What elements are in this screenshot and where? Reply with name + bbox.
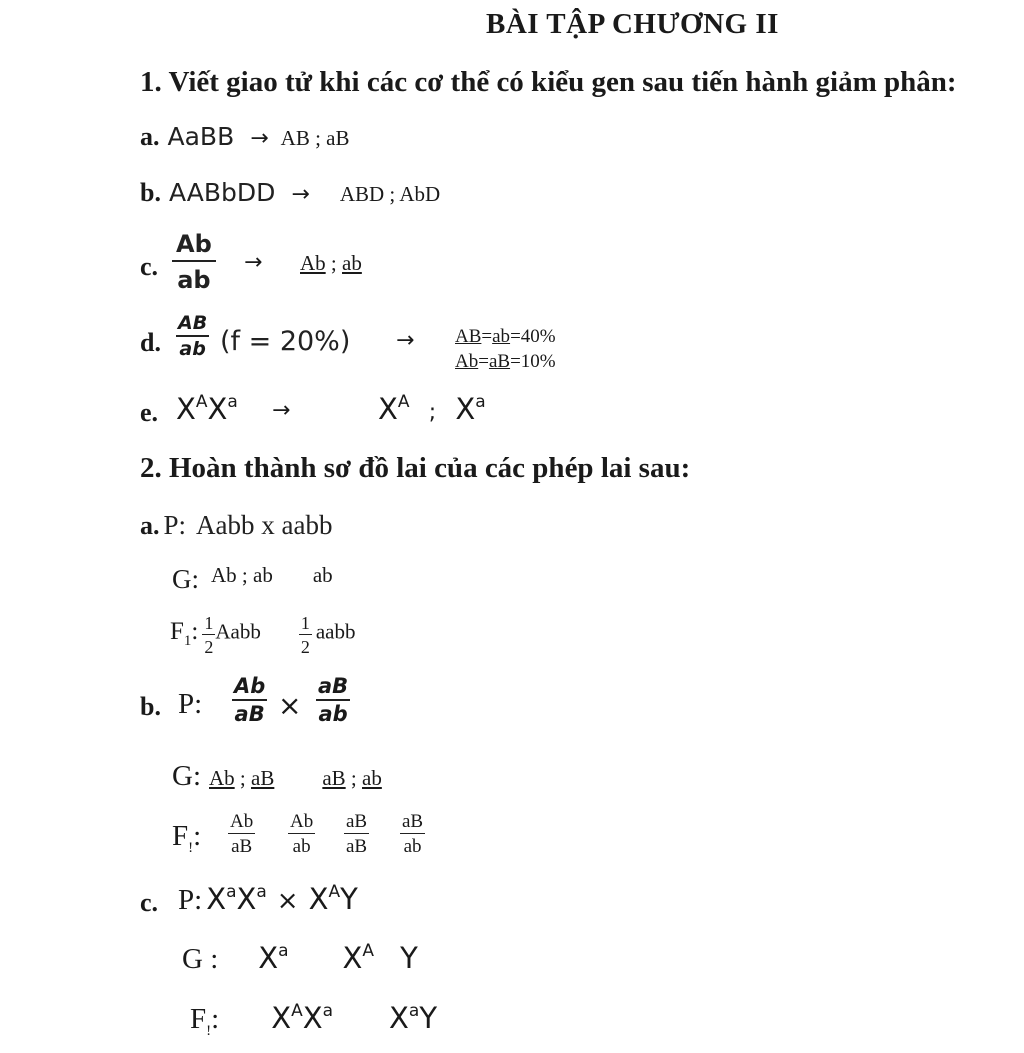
arrow-icon: → — [291, 182, 310, 207]
offspring-genotype: $\frac{aB}{aB}$ — [346, 811, 368, 857]
separator: ; — [325, 251, 343, 275]
q2-item-b-g — [172, 762, 382, 791]
gamete-ratio-line-2 — [455, 352, 556, 371]
gametes: AB ; aB — [280, 126, 350, 150]
offspring-genotype: $\frac{aB}{ab}$ — [402, 811, 424, 857]
q2-item-a-g — [172, 560, 333, 594]
times-icon: × — [276, 886, 299, 916]
item-label: b. — [140, 692, 161, 721]
q2-item-a-f — [170, 614, 356, 656]
arrow-icon: → — [272, 398, 291, 423]
q2-item-c-p: P: $X^aX^a \times X^AY$ — [178, 882, 358, 916]
offspring-genotype: $\frac{Ab}{ab}$ — [290, 811, 314, 857]
item-label: a. — [140, 511, 160, 540]
frequency: (f = 20%) — [220, 326, 351, 357]
parent-genotype: $\frac{Ab}{aB}$ — [234, 674, 266, 726]
gamete: Ab — [300, 251, 326, 275]
genotype: AaBB — [167, 122, 235, 151]
question-2-heading: 2. Hoàn thành sơ đồ lai của các phép lai sau: — [140, 452, 691, 484]
p-label: P: — [178, 688, 203, 720]
separator: ; — [428, 400, 437, 425]
item-label: d. — [140, 328, 161, 357]
gametes-parent-2: ab — [312, 563, 333, 587]
gamete: ab — [492, 326, 511, 347]
genotype: $X^AX^a$ — [176, 392, 238, 426]
q2-item-c-g: G : $X^a$ $X^A$ Y — [182, 941, 418, 975]
gamete-ratio-line-1 — [455, 327, 556, 346]
gamete: aB — [488, 351, 511, 372]
equals: = — [478, 351, 489, 372]
equals: = — [481, 326, 493, 347]
g-label: G: — [172, 760, 201, 792]
f-label: $F_1$: — [170, 617, 199, 649]
q1-item-b — [140, 180, 440, 206]
p-label: P: — [178, 884, 203, 916]
ratio-fraction: $\frac{1}{2}$ — [300, 613, 310, 657]
denominator: ab — [179, 338, 206, 360]
ratio: =40% — [510, 326, 556, 347]
offspring-genotype: $\frac{Ab}{aB}$ — [230, 811, 254, 857]
gamete: ab — [342, 251, 362, 275]
arrow-icon: → — [250, 126, 269, 151]
genotype-fraction — [172, 232, 216, 292]
times-icon: × — [278, 689, 302, 722]
gametes-parent-1: Ab ; ab — [211, 563, 273, 587]
offspring: Aabb — [215, 619, 261, 644]
gamete: Ab — [455, 351, 479, 372]
item-label: c. — [140, 888, 159, 917]
genotype-fraction — [176, 314, 209, 359]
arrow-icon: → — [396, 328, 415, 353]
gamete: AB — [455, 326, 482, 347]
numerator: Ab — [172, 232, 216, 262]
ratio: =10% — [510, 351, 556, 372]
gametes-parent-2: aB ; ab — [322, 766, 382, 790]
item-label: e. — [140, 398, 159, 427]
q1-item-a — [140, 124, 350, 150]
f-label: $F_!$: — [190, 1003, 220, 1039]
gametes-parent-1: Ab ; aB — [209, 766, 275, 790]
question-1-heading: 1. Viết giao tử khi các cơ thể có kiểu gen sau tiến hành giảm phân: — [140, 66, 957, 98]
item-label: a. — [140, 122, 160, 151]
p-cross: Aabb x aabb — [196, 510, 333, 540]
q2-item-a-p — [140, 512, 332, 539]
page-title: BÀI TẬP CHƯƠNG II — [486, 8, 779, 40]
q2-item-c-f: $F_!$: $X^AX^a$ $X^aY$ — [190, 1001, 438, 1039]
f-label: $F_!$: — [172, 820, 202, 856]
gametes: $X^A$ ; $X^a$ — [378, 392, 486, 426]
arrow-icon: → — [244, 250, 263, 275]
parent-genotype: $\frac{aB}{ab}$ — [318, 674, 349, 726]
g-label: G : — [182, 943, 219, 975]
g-label: G: — [172, 564, 199, 594]
denominator: ab — [177, 266, 211, 294]
gametes — [300, 253, 362, 274]
offspring: aabb — [315, 619, 356, 644]
genotype: AABbDD — [168, 178, 276, 207]
ratio-fraction: $\frac{1}{2}$ — [204, 613, 214, 657]
numerator: AB — [176, 314, 209, 337]
p-label: P: — [163, 510, 187, 540]
gametes: ABD ; AbD — [339, 182, 441, 206]
item-label: c. — [140, 252, 159, 281]
item-label: b. — [140, 178, 161, 207]
